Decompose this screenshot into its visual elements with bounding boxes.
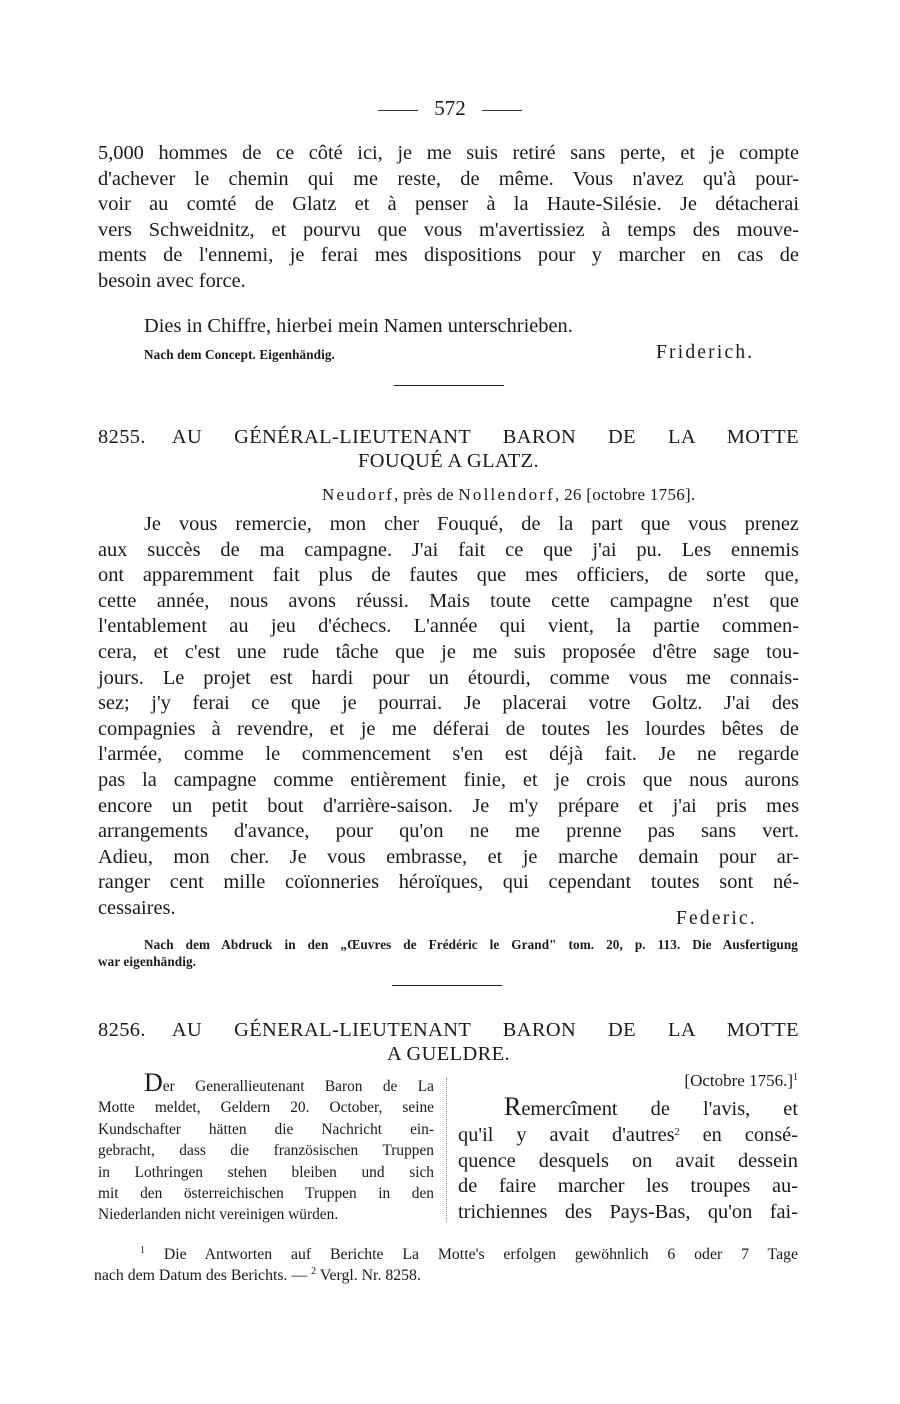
text-line: gebracht, dass die französischen Truppen: [98, 1142, 434, 1160]
section-rule: [392, 985, 502, 986]
letter-number: 8255.: [98, 426, 146, 448]
text-line: encore un petit bout d'arrière-saison. Je m'y prépare et j'ai pris mes: [98, 794, 799, 817]
text-span: qu'il y avait d'autres: [458, 1123, 675, 1146]
signature-federic: Federic.: [676, 908, 757, 929]
text-line: quence desquels on avait dessein: [458, 1149, 798, 1172]
text-line: jours. Le projet est hardi pour un étourdi, comme vous me connais-: [98, 666, 799, 689]
drop-cap: R: [504, 1092, 522, 1121]
heading-line: [98, 1018, 799, 1042]
footnote-mark: 2: [311, 1266, 317, 1278]
page-number: 572: [434, 96, 466, 120]
letter-8255-body: [98, 512, 799, 922]
page-number-header: [0, 96, 900, 121]
text-line: cessaires.: [98, 896, 176, 919]
text-line: Motte meldet, Geldern 20. October, seine: [98, 1099, 434, 1117]
text-line: cette année, nous avons réussi. Mais toute cette campagne n'est que: [98, 589, 799, 612]
footnote-ref: 2: [674, 1126, 680, 1138]
text-span: er Generallieutenant Baron de La: [162, 1078, 434, 1095]
dateline-date: , 26 [octobre 1756].: [555, 485, 696, 504]
letter-8255-dateline: [322, 485, 696, 505]
text-line: [458, 1123, 798, 1149]
text-line: l'entablement au jeu d'échecs. L'année qui vient, la partie commen-: [98, 615, 799, 638]
text-line: Adieu, mon cher. Je vous embrasse, et je marche demain pour ar-: [98, 845, 799, 868]
text-line: Je vous remercie, mon cher Fouqué, de la part que vous prenez: [144, 513, 799, 535]
heading-line-2: FOUQUÉ A GLATZ.: [357, 450, 540, 472]
addressee: AU GÉNÉRAL-LIEUTENANT BARON DE LA MOTTE: [171, 426, 799, 448]
text-line: Kundschafter hätten die Nachricht ein-: [98, 1120, 434, 1138]
text-line: d'achever le chemin qui me reste, de même. Vous n'avez qu'à pour-: [98, 167, 799, 190]
text-line: aux succès de ma campagne. J'ai fait ce que j'ai pu. Les ennemis: [98, 538, 799, 561]
text-line: trichiennes des Pays-Bas, qu'on fai-: [458, 1201, 798, 1224]
text-span: en consé-: [679, 1123, 798, 1146]
reply-dateline: [458, 1068, 798, 1094]
text-line: besoin avec force.: [98, 269, 246, 292]
text-line: mit den österreichischen Truppen in den: [98, 1185, 434, 1203]
text-line: 5,000 hommes de ce côté ici, je me suis retiré sans perte, et je compte: [98, 142, 799, 164]
footnote-text: nach dem Datum des Berichts. —: [94, 1267, 312, 1285]
previous-letter-closing: [144, 314, 804, 340]
text-line: [98, 1068, 434, 1097]
reply-text: [458, 1068, 798, 1226]
footnotes: [94, 1244, 798, 1287]
footnote-line: [94, 1244, 798, 1265]
place-nollendorf: Nollendorf: [458, 485, 556, 504]
text-line: pas la campagne comme entièrement finie, et je crois que nous aurons: [98, 768, 799, 791]
heading-line: [98, 425, 799, 449]
footnote-ref: 1: [793, 1072, 798, 1083]
text-line: sez; j'y ferai ce que je pourrai. Je placerai votre Goltz. J'ai des: [98, 692, 799, 715]
source-line: war eigenhändig.: [98, 954, 197, 969]
letter-8256-heading: [98, 1018, 799, 1066]
dateline-text: [Octobre 1756.]: [684, 1071, 793, 1090]
footnote-line: [94, 1265, 798, 1286]
heading-line-2: A GUELDRE.: [387, 1043, 510, 1065]
letter-8255-heading: [98, 425, 799, 473]
text-line: arrangements d'avance, pour qu'on ne me prenne pas sans vert.: [98, 820, 799, 843]
right-dash: [482, 110, 522, 111]
drop-cap: D: [144, 1068, 163, 1097]
text-line: de faire marcher les troupes au-: [458, 1175, 798, 1198]
place-neudorf: Neudorf: [322, 485, 395, 504]
section-rule: [394, 385, 504, 386]
text-line: compagnies à revendre, et je me déferai de toutes les lourdes bêtes de: [98, 717, 799, 740]
text-line: cera, et c'est une rude tâche que je me suis proposée d'être sage tou-: [98, 640, 799, 663]
previous-letter-body: [98, 141, 799, 295]
text-line: Niederlanden nicht vereinigen würden.: [98, 1206, 339, 1224]
text-line: [458, 1094, 798, 1123]
dateline-mid: , près de: [394, 485, 459, 504]
text-line: voir au comté de Glatz et à penser à la Haute-Silésie. Je détacherai: [98, 193, 799, 216]
text-line: in Lothringen stehen bleiben und sich: [98, 1163, 434, 1181]
closing-line: Dies in Chiffre, hierbei mein Namen unterschrieben.: [144, 315, 573, 337]
addressee: AU GÉNERAL-LIEUTENANT BARON DE LA MOTTE: [171, 1019, 799, 1041]
text-span: emercîment de l'avis, et: [521, 1098, 798, 1120]
text-line: vers Schweidnitz, et pourvu que vous m'avertissiez à temps des mouve-: [98, 218, 799, 241]
footnote-text: Die Antworten auf Berichte La Motte's erfolgen gewöhnlich 6 oder 7 Tage: [145, 1246, 798, 1263]
letter-8255-source-note: [98, 936, 798, 970]
report-summary: [98, 1068, 434, 1226]
text-line: ont apparemment fait plus de fautes que mes officiers, de sorte que,: [98, 564, 799, 587]
left-dash: [378, 110, 418, 111]
source-line: Nach dem Abdruck in den „Œuvres de Frédéric le Grand" tom. 20, p. 113. Die Ausfertigung: [144, 937, 798, 952]
letter-number: 8256.: [98, 1019, 146, 1041]
footnote-mark: 1: [140, 1245, 145, 1256]
text-line: ranger cent mille coïonneries héroïques, qui cependant toutes sont né-: [98, 871, 799, 894]
footnote-text: Vergl. Nr. 8258.: [316, 1267, 421, 1285]
signature-friderich: Friderich.: [656, 342, 755, 363]
column-divider: [446, 1078, 447, 1222]
text-line: l'armée, comme le commencement s'en est déjà fait. Je ne regarde: [98, 743, 799, 766]
text-line: ments de l'ennemi, je ferai mes dispositions pour y marcher en cas de: [98, 244, 799, 267]
previous-source-note: Nach dem Concept. Eigenhändig.: [144, 347, 335, 362]
